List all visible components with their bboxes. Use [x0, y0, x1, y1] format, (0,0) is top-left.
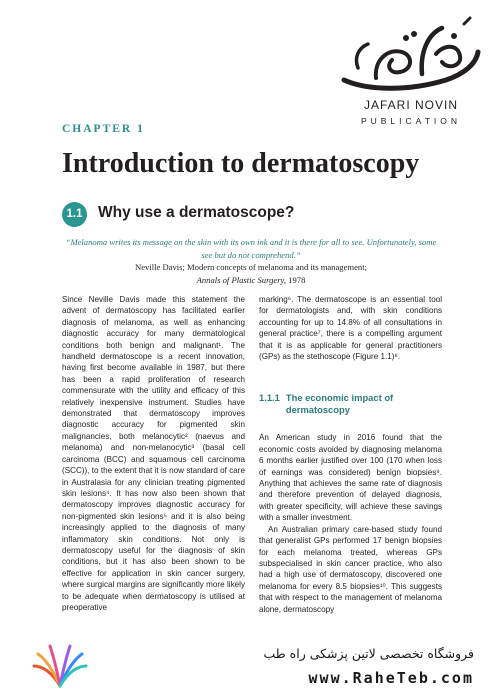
chapter-label: CHAPTER 1: [62, 123, 145, 135]
publisher-name: JAFARI NOVIN: [363, 98, 458, 112]
subsection-number: 1.1.1: [259, 392, 280, 404]
epigraph-quote: [62, 236, 440, 286]
open-book-logo-icon: [30, 642, 90, 694]
chapter-title: Introduction to dermatoscopy: [62, 148, 420, 179]
quote-text: “Melanoma writes its message on the skin with its own ink and it is there for all to see. Unfortunately, some see but do not comprehend.”: [65, 237, 437, 260]
body-paragraph: An Australian primary care-based study found that generalist GPs performed 17 benign biopsies for each melanoma treated, whereas GPs subspecialised in skin cancer practice, who also had a high use of dermatoscopy, discovered one melanoma for every 8.5 biopsies¹⁰. This suggests that with respect to the management of melanoma alone, dermatoscopy: [259, 524, 442, 614]
calligraphy-logo-icon: [336, 8, 486, 98]
right-column: [259, 294, 442, 615]
body-paragraph: An American study in 2016 found that the economic costs avoided by diagnosing melanoma 6 months earlier justified over 100 (170 when loss of earnings was considered) benign biopsies⁹. Anything that achieves the same rate of diagnosis and therefore prevention of delayed diagnosis, with greater specificity, will achieve these savings with a smaller investment.: [259, 433, 442, 523]
publisher-logo: [336, 8, 486, 136]
quote-attribution: Neville Davis; Modern concepts of melanoma and its management;: [135, 262, 367, 272]
quote-journal: Annals of Plastic Surgery,: [196, 274, 287, 285]
footer-banner: [0, 638, 500, 700]
quote-year: 1978: [286, 274, 306, 285]
publisher-subtitle: PUBLICATION: [360, 116, 462, 126]
store-url[interactable]: www.RaheTeb.com: [308, 669, 474, 687]
quote-source: [62, 274, 440, 287]
body-paragraph-continued: marking⁶. The dermatoscope is an essential tool for dermatologists and, with skin conditions accounting for up to 14.8% of all consultations in general practice⁷, there is a compelling argument that it is as applicable for general practitioners (GPs) as the stethoscope (Figure 1.1)⁸.: [259, 295, 442, 362]
subsection-title: The economic impact of dermatoscopy: [285, 392, 394, 416]
subsection-heading: [259, 392, 442, 416]
left-column: [62, 294, 245, 613]
section-number-badge: 1.1: [62, 202, 87, 227]
body-paragraph: Since Neville Davis made this statement the advent of dermatoscopy has facilitated earlier diagnosis of melanoma, as well as enhancing diagnostic accuracy for many dermatological conditions both benign and malignant¹. The handheld dermatoscope is a recent innovation, having first become available in 1987, but there has been a rapid proliferation of research commensurate with the utility and efficacy of this relatively inexpensive instrument. Studies have demonstrated that dermatoscopy improves diagnostic accuracy for pigmented skin malignancies, both melanocytic² (naevus and melanoma) and non-melanocytic³ (basal cell carcinoma (BCC) and squamous cell carcinoma (SCC)), to the extent that it is now standard of care in Australasia for any clinician treating pigmented skin lesions⁴. It has now also been shown that dermatoscopy improves diagnostic accuracy for non-pigmented skin lesions⁵ and it is also being increasingly applied to the diagnosis of many inflammatory skin conditions. Not only is dermatoscopy useful for the diagnosis of skin conditions, but it has also been shown to be effective for application in skin cancer surgery, where surgical margins are significantly more likely to be adequate when dermatoscopy is utilised at preoperative: [62, 295, 245, 612]
store-name: فروشگاه تخصصی لاتین پزشکی راه طب: [263, 646, 474, 661]
section-title: Why use a dermatoscope?: [98, 204, 295, 221]
